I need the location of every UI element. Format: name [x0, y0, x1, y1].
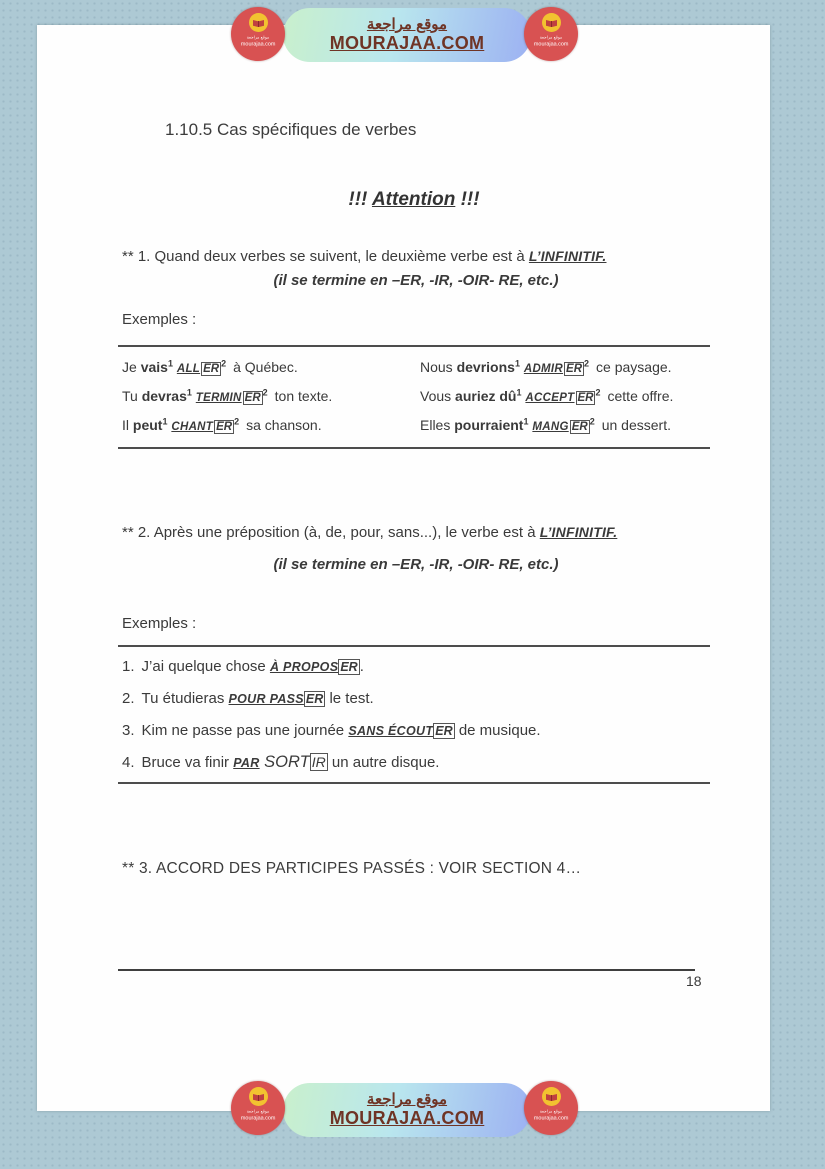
list-item	[122, 687, 710, 710]
banner-domain-text: MOURAJAA.COM	[329, 33, 485, 53]
examples-label-1: Exemples :	[122, 311, 197, 328]
row-pre: Elles	[420, 417, 455, 433]
infinitive-ending-box: ER	[244, 392, 261, 404]
list-item	[122, 719, 710, 742]
mourajaa-logo-stamp	[231, 7, 285, 61]
rule-1-line2: (il se termine en –ER, -IR, -OIR- RE, etc.)	[273, 272, 559, 289]
logo-small-arabic: موقع مراجعة	[246, 35, 270, 41]
mourajaa-banner-link[interactable]	[283, 1083, 531, 1137]
superscript-2: 2	[584, 358, 590, 369]
logo-small-domain: mourajaa.com	[240, 1115, 276, 1122]
conjugated-verb: devras	[141, 388, 187, 404]
footer-divider	[118, 969, 695, 971]
document-page	[37, 25, 770, 1111]
rule-2-line1	[122, 523, 710, 542]
item-number: 3.	[122, 722, 135, 739]
item-post: un autre disque.	[327, 754, 440, 771]
conjugated-verb: devrions	[456, 359, 515, 375]
item-number: 1.	[122, 658, 135, 675]
attention-post: !!!	[455, 189, 480, 210]
item-pre: Kim ne passe pas une journée	[141, 722, 349, 739]
mourajaa-logo-stamp	[231, 1081, 285, 1135]
conjugated-verb: vais	[140, 359, 168, 375]
rule-2-text: ** 2. Après une préposition (à, de, pour, sans...), le verbe est à	[122, 524, 540, 541]
list-item	[122, 751, 710, 774]
rule-2-line2: (il se termine en –ER, -IR, -OIR- RE, etc.)	[273, 556, 559, 573]
rule-1-line1	[122, 247, 710, 266]
conjugated-verb: pourraient	[454, 417, 524, 433]
mourajaa-logo-stamp	[524, 1081, 578, 1135]
logo-small-arabic: موقع مراجعة	[246, 1109, 270, 1115]
examples-label-2: Exemples :	[122, 615, 197, 632]
item-post: de musique.	[454, 722, 541, 739]
logo-small-domain: mourajaa.com	[533, 1115, 569, 1122]
attention-pre: !!!	[348, 189, 372, 210]
logo-small-domain: mourajaa.com	[240, 41, 276, 48]
item-number: 4.	[122, 754, 135, 771]
row-post: sa chanson.	[246, 417, 322, 433]
row-post: ton texte.	[274, 388, 333, 404]
attention-word: Attention	[371, 189, 456, 210]
item-post: le test.	[325, 690, 374, 707]
infinitive-ending-box: ER	[216, 421, 233, 433]
row-post: un dessert.	[601, 417, 671, 433]
list-item	[122, 655, 710, 678]
logo-small-arabic: موقع مراجعة	[539, 35, 563, 41]
row-post: ce paysage.	[596, 359, 672, 375]
infinitive-ending-box: ER	[566, 363, 583, 375]
infinitive-ending-box: ER	[435, 724, 453, 738]
superscript-2: 2	[221, 358, 227, 369]
infinitive-stem: ACCEPT	[525, 392, 575, 404]
row-pre: Nous	[420, 359, 457, 375]
infinitive-stem: ADMIR	[523, 363, 564, 375]
preposition-verb: À PROPOS	[269, 660, 339, 674]
infinitive-ending-box: ER	[340, 660, 358, 674]
infinitive-ending-box: ER	[305, 692, 324, 706]
banner-arabic-title: موقع مراجعة	[366, 16, 448, 33]
superscript-2: 2	[589, 416, 595, 427]
book-icon	[542, 1087, 561, 1106]
table-row	[420, 353, 710, 382]
infinitive-ending-box: ER	[203, 363, 220, 375]
table-row	[122, 382, 420, 411]
infinitive-ending-box: ER	[577, 392, 594, 404]
verb-plain-part: SORT	[259, 753, 310, 771]
item-post: .	[359, 658, 364, 675]
superscript-2: 2	[234, 416, 240, 427]
infinitive-ending-box: IR	[311, 754, 326, 770]
item-pre: J’ai quelque chose	[141, 658, 270, 675]
rule-2-emphasis: L’INFINITIF.	[539, 524, 618, 540]
preposition-verb: PAR	[233, 756, 260, 770]
row-post: à Québec.	[233, 359, 298, 375]
item-pre: Bruce va finir	[141, 754, 234, 771]
row-post: cette offre.	[607, 388, 674, 404]
superscript-1: 1	[523, 416, 529, 427]
mourajaa-banner-link[interactable]	[283, 8, 531, 62]
logo-small-domain: mourajaa.com	[533, 41, 569, 48]
superscript-1: 1	[516, 387, 522, 398]
mourajaa-logo-stamp	[524, 7, 578, 61]
table-row	[122, 411, 420, 440]
rule-2	[122, 523, 710, 574]
superscript-2: 2	[595, 387, 601, 398]
item-pre: Tu étudieras	[141, 690, 229, 707]
superscript-1: 1	[186, 387, 192, 398]
infinitive-stem: CHANT	[171, 421, 214, 433]
superscript-1: 1	[167, 358, 173, 369]
banner-domain-text: MOURAJAA.COM	[329, 1108, 485, 1128]
row-pre: Vous	[420, 388, 456, 404]
rule-1	[122, 247, 710, 290]
superscript-1: 1	[162, 416, 168, 427]
table-row	[420, 411, 710, 440]
superscript-1: 1	[514, 358, 520, 369]
table-row	[122, 353, 420, 382]
table-row	[420, 382, 710, 411]
item-number: 2.	[122, 690, 135, 707]
book-icon	[249, 13, 268, 32]
conjugated-verb: auriez dû	[455, 388, 517, 404]
superscript-2: 2	[262, 387, 268, 398]
infinitive-stem: TERMIN	[195, 392, 242, 404]
preposition-verb: SANS ÉCOUT	[348, 724, 434, 738]
rule-3: ** 3. ACCORD DES PARTICIPES PASSÉS : VOIR SECTION 4…	[122, 860, 582, 877]
book-icon	[542, 13, 561, 32]
conjugated-verb: peut	[132, 417, 163, 433]
rule-1-emphasis: L’INFINITIF.	[528, 248, 607, 264]
attention-heading	[118, 189, 710, 211]
page-number: 18	[686, 973, 702, 989]
verb-examples-table	[118, 345, 710, 449]
row-pre: Je	[122, 359, 141, 375]
section-title: 1.10.5 Cas spécifiques de verbes	[165, 120, 417, 139]
book-icon	[249, 1087, 268, 1106]
logo-small-arabic: موقع مراجعة	[539, 1109, 563, 1115]
rule-1-text: ** 1. Quand deux verbes se suivent, le deuxième verbe est à	[122, 248, 529, 265]
banner-arabic-title: موقع مراجعة	[366, 1091, 448, 1108]
infinitive-stem: MANG	[532, 421, 569, 433]
row-pre: Il	[122, 417, 133, 433]
infinitive-stem: ALL	[176, 363, 201, 375]
row-pre: Tu	[122, 388, 142, 404]
preposition-verb: POUR PASS	[228, 692, 304, 706]
preposition-examples-list	[118, 645, 710, 784]
infinitive-ending-box: ER	[571, 421, 588, 433]
